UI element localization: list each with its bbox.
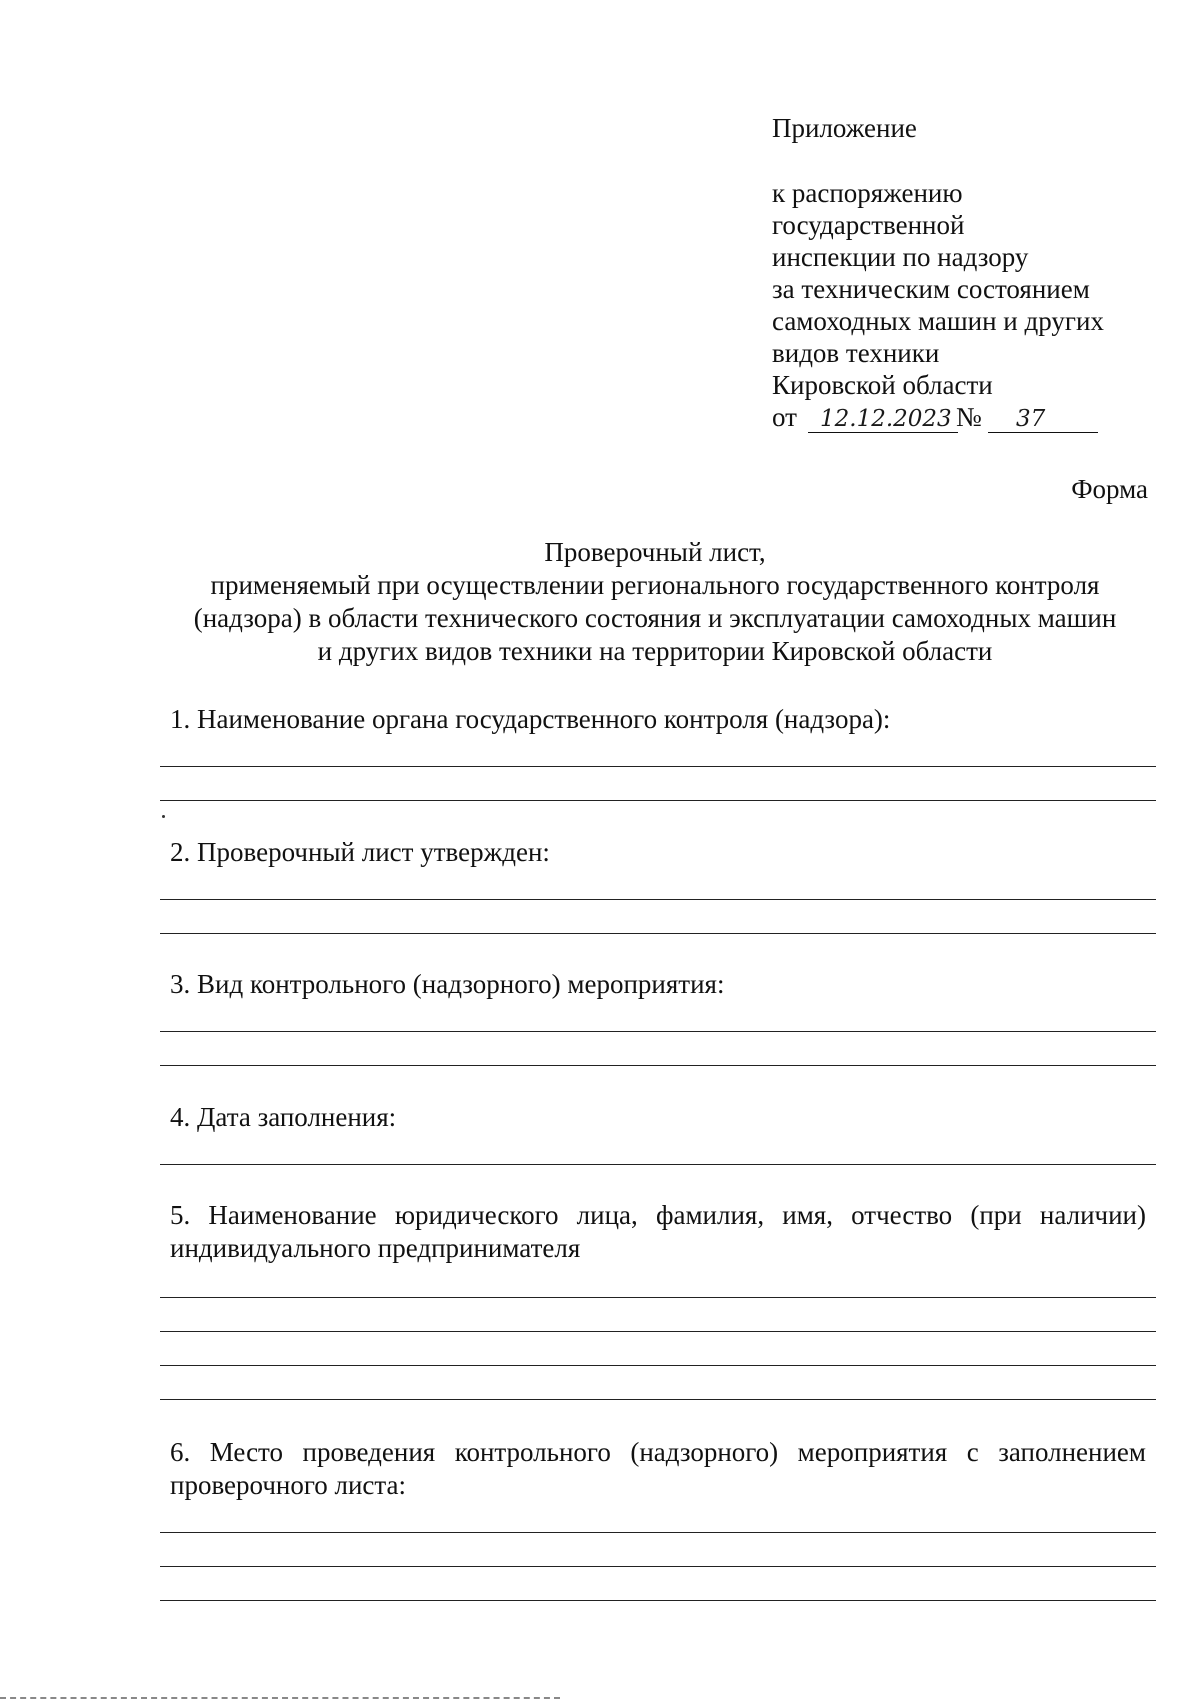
appendix-block xyxy=(772,112,1172,435)
appendix-heading: Приложение xyxy=(772,113,917,143)
number-sign: № xyxy=(956,402,982,432)
fill-line xyxy=(160,1065,1156,1066)
title-line: (надзора) в области технического состояния и эксплуатации самоходных машин xyxy=(193,603,1117,633)
date-prefix: от xyxy=(772,402,797,432)
fill-line xyxy=(160,1365,1156,1366)
title-line: Проверочный лист, xyxy=(544,537,766,567)
fill-line xyxy=(160,1532,1156,1533)
handwritten-number: 37 xyxy=(1016,406,1046,432)
form-label: Форма xyxy=(1071,474,1148,504)
handwritten-date: 12.12.2023 xyxy=(820,406,952,432)
appendix-line: за техническим состоянием xyxy=(772,274,1090,304)
fill-line xyxy=(160,1331,1156,1332)
appendix-line: инспекции по надзору xyxy=(772,242,1029,272)
title-line: применяемый при осуществлении регионального государственного контроля xyxy=(210,570,1100,600)
section-1-label: 1. Наименование органа государственного контроля (надзора): xyxy=(170,704,891,734)
fill-line xyxy=(160,1164,1156,1165)
fill-line xyxy=(160,800,1156,801)
appendix-line: к распоряжению xyxy=(772,178,963,208)
fill-line xyxy=(160,1031,1156,1032)
appendix-line: государственной xyxy=(772,210,965,240)
scan-edge xyxy=(0,1697,560,1699)
fill-line xyxy=(160,1297,1156,1298)
fill-line xyxy=(160,1566,1156,1567)
stray-dot xyxy=(162,815,165,818)
fill-line xyxy=(160,899,1156,900)
fill-line xyxy=(160,1600,1156,1601)
section-4-label: 4. Дата заполнения: xyxy=(170,1102,397,1132)
section-5-label: 5. Наименование юридического лица, фамилия, имя, отчество (при наличии) индивидуального предпринимателя xyxy=(170,1200,1146,1263)
section-6-label: 6. Место проведения контрольного (надзорного) мероприятия с заполнением проверочного листа: xyxy=(170,1437,1146,1500)
fill-line xyxy=(160,1399,1156,1400)
section-3-label: 3. Вид контрольного (надзорного) мероприятия: xyxy=(170,969,725,999)
order-date-row xyxy=(772,401,1172,435)
title-line: и других видов техники на территории Кировской области xyxy=(317,636,993,666)
section-2-label: 2. Проверочный лист утвержден: xyxy=(170,837,550,867)
appendix-line: самоходных машин и других xyxy=(772,306,1104,336)
appendix-line: видов техники xyxy=(772,338,940,368)
appendix-line: Кировской области xyxy=(772,370,993,400)
document-title xyxy=(140,536,1170,668)
fill-line xyxy=(160,766,1156,767)
fill-line xyxy=(160,933,1156,934)
